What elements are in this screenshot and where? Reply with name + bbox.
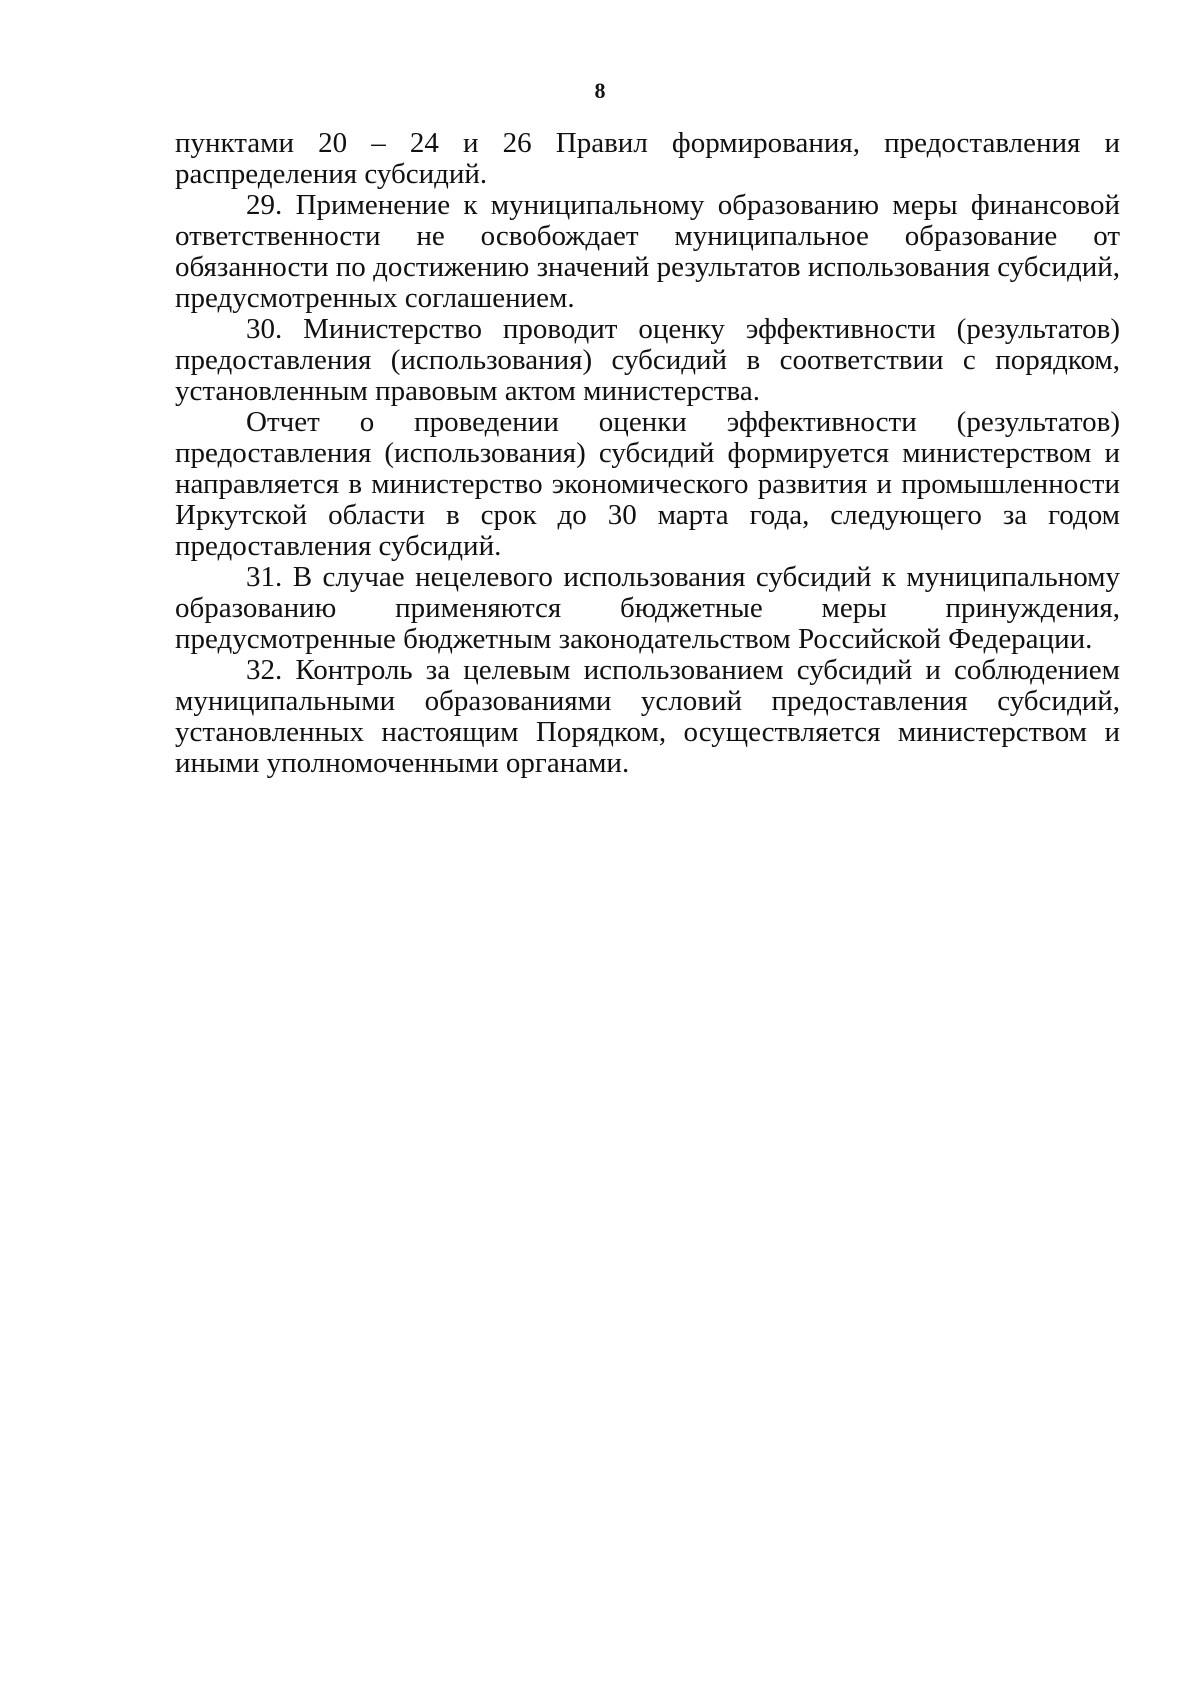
document-body [175,128,1120,779]
paragraph-31: 31. В случае нецелевого использования субсидий к муниципальному образованию применяются бюджетные меры принуждения, предусмотренные бюджетным законодательством Российской Федерации. [175,561,1120,655]
paragraph-30: 30. Министерство проводит оценку эффективности (результатов) предоставления (использования) субсидий в соответствии с порядком, установленным правовым актом министерства. [175,313,1120,407]
page-number: 8 [594,78,606,103]
paragraph-continuation: пунктами 20 – 24 и 26 Правил формирования, предоставления и распределения субсидий. [175,127,1120,190]
paragraph-29: 29. Применение к муниципальному образованию меры финансовой ответственности не освобождает муниципальное образование от обязанности по достижению значений результатов использования субсидий, предусмотренных соглашением. [175,189,1120,314]
paragraph-report: Отчет о проведении оценки эффективности (результатов) предоставления (использования) субсидий формируется министерством и направляется в министерство экономического развития и промышленности Иркутской области в срок до 30 марта года, следующего за годом предоставления субсидий. [175,406,1120,562]
paragraph-32: 32. Контроль за целевым использованием субсидий и соблюдением муниципальными образованиями условий предоставления субсидий, установленных настоящим Порядком, осуществляется министерством и иными уполномоченными органами. [175,654,1120,779]
